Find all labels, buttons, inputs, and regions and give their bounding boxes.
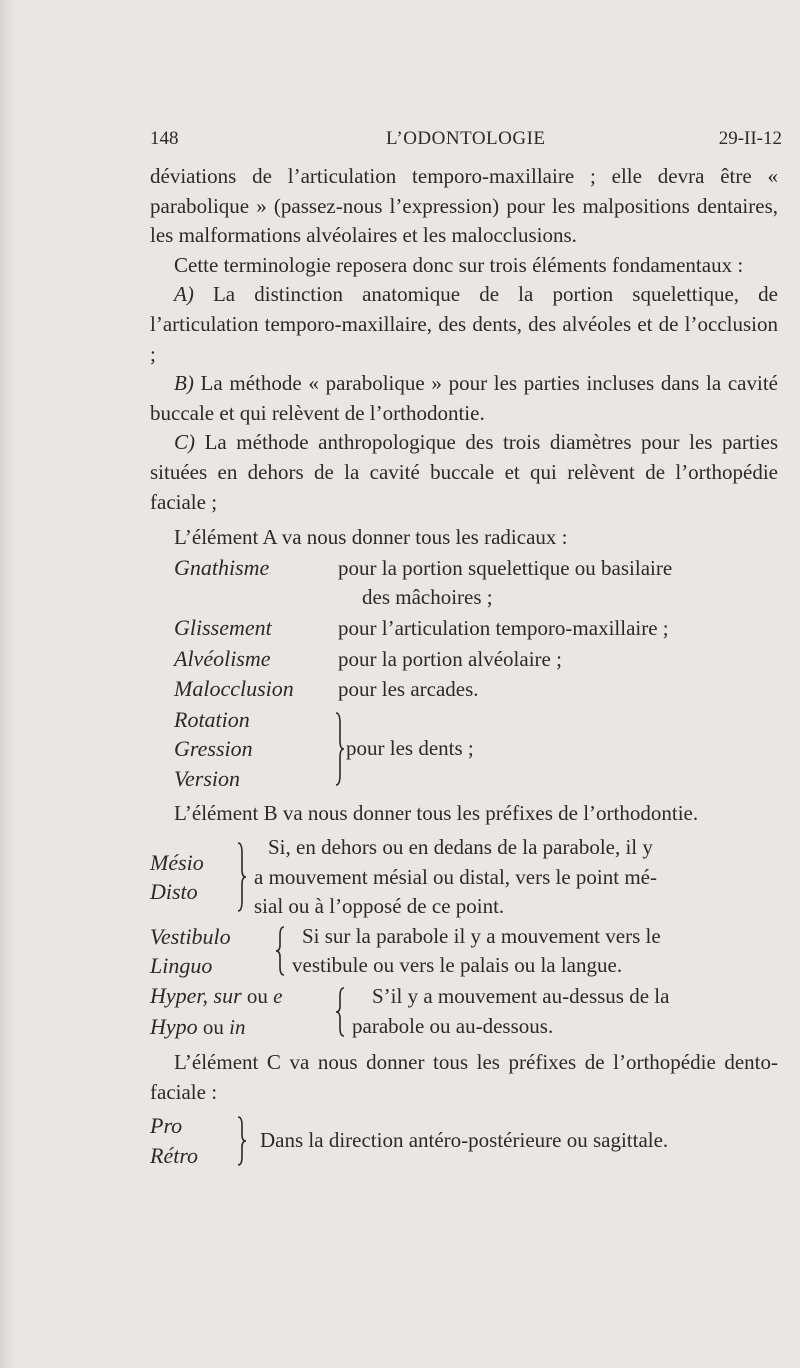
item-a-label: A)	[174, 282, 194, 307]
dents-term: Version	[174, 765, 240, 791]
prefix-term: Hyper, sur	[150, 983, 242, 1009]
prefix-def-line: a mouvement mésial ou distal, vers le point mé-	[254, 864, 657, 889]
pro-group	[150, 1111, 778, 1170]
prefix-term: Mésio	[150, 849, 204, 875]
element-c-intro: L’élément C va nous donner tous les préfixes de l’orthopédie dento-faciale :	[150, 1050, 778, 1104]
prefix-def-line: sial ou à l’opposé de ce point.	[254, 894, 505, 919]
radical-row	[150, 613, 778, 644]
running-header	[150, 128, 782, 158]
item-a	[150, 280, 778, 369]
radical-term: Malocclusion	[174, 676, 294, 702]
prefix-term: e	[273, 984, 283, 1009]
radical-term: Gnathisme	[174, 554, 270, 580]
radical-term: Alvéolisme	[174, 645, 271, 671]
issue-date: 29-II-12	[718, 128, 782, 149]
item-b-text: La méthode « parabolique » pour les parties incluses dans la cavité buccale et qui relèvent de l’orthodontie.	[150, 371, 778, 425]
element-a-intro: L’élément A va nous donner tous les radicaux :	[174, 525, 568, 550]
paragraph-2: Cette terminologie reposera donc sur trois éléments fondamentaux :	[174, 252, 744, 277]
prefix-term: Disto	[150, 879, 198, 905]
journal-title: L’ODONTOLOGIE	[386, 128, 546, 149]
curly-brace-icon	[234, 837, 248, 917]
radical-row	[150, 553, 778, 584]
prefix-term: Vestibulo	[150, 923, 231, 949]
prefix-def-line: vestibule ou vers le palais ou la langue.	[292, 953, 623, 978]
prefix-connector: ou	[246, 984, 268, 1009]
radical-row	[150, 674, 778, 705]
page-edge-shadow	[0, 0, 14, 1368]
prefix-def-line: Si, en dehors ou en dedans de la parabole, il y	[268, 835, 653, 860]
page-body	[150, 162, 778, 1171]
radical-term: Glissement	[174, 614, 272, 640]
radical-def: pour les arcades.	[338, 677, 479, 702]
paragraph-1: déviations de l’articulation temporo-maxillaire ; elle devra être « parabolique » (passez-nous l’expression) pour les malpositions dentaires, les malformations alvéolaires et les malocclusions.	[150, 164, 778, 248]
hyper-group	[150, 981, 778, 1042]
prefix-def-line: S’il y a mouvement au-dessus de la	[372, 984, 670, 1009]
mesio-group	[150, 833, 778, 922]
dents-term: Gression	[174, 736, 253, 762]
radicals-list	[150, 553, 778, 705]
prefix-term: in	[229, 1014, 246, 1039]
prefix-term: Rétro	[150, 1143, 199, 1168]
item-a-text: La distinction anatomique de la portion squelettique, de l’articulation temporo-maxillaire, des dents, des alvéoles et de l’occlusion ;	[150, 282, 778, 366]
item-b-label: B)	[174, 371, 194, 396]
radical-def: pour la portion alvéolaire ;	[338, 646, 562, 671]
item-b	[150, 369, 778, 428]
prefix-def-line: Dans la direction antéro-postérieure ou sagittale.	[260, 1128, 669, 1153]
radical-row	[150, 644, 778, 675]
item-c-text: La méthode anthropologique des trois diamètres pour les parties situées en dehors de la cavité buccale et qui relèvent de l’orthopédie faciale ;	[150, 430, 779, 514]
dents-group	[150, 705, 778, 794]
item-c-label: C)	[174, 430, 195, 455]
prefix-term: Pro	[150, 1113, 183, 1139]
vestibulo-group	[150, 922, 778, 981]
dents-def: pour les dents ;	[346, 736, 474, 761]
item-c	[150, 428, 778, 517]
page-number: 148	[150, 128, 179, 149]
radical-def-2: des mâchoires ;	[362, 585, 493, 610]
curly-brace-icon	[274, 923, 288, 979]
curly-brace-icon	[332, 709, 346, 789]
radical-def: pour la portion squelettique ou basilaire	[338, 555, 673, 580]
curly-brace-icon	[334, 984, 348, 1040]
prefix-term: Hypo	[150, 1013, 198, 1039]
radical-def-continued	[150, 583, 778, 613]
prefix-def-line: Si sur la parabole il y a mouvement vers le	[302, 923, 661, 948]
prefix-connector: ou	[202, 1014, 224, 1039]
prefix-def-line: parabole ou au-dessous.	[352, 1013, 554, 1038]
dents-term: Rotation	[174, 706, 250, 732]
element-b-intro: L’élément B va nous donner tous les préfixes de l’orthodontie.	[174, 801, 699, 826]
prefix-term: Linguo	[150, 953, 213, 979]
curly-brace-icon	[234, 1113, 248, 1169]
radical-def: pour l’articulation temporo-maxillaire ;	[338, 615, 669, 640]
